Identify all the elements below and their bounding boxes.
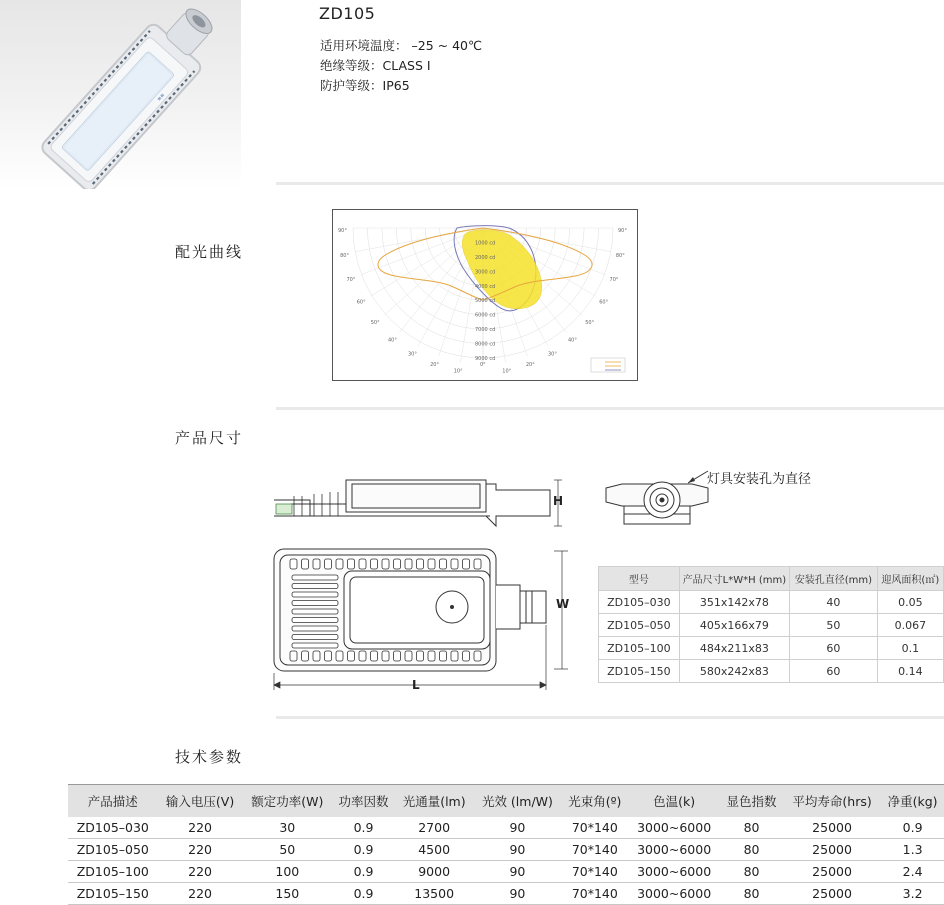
polar-radial-label: 3000 cd bbox=[475, 269, 496, 276]
polar-angle-label: 60° bbox=[356, 299, 366, 306]
polar-angle-label: 40° bbox=[567, 337, 577, 344]
polar-angle-label: 70° bbox=[609, 276, 619, 283]
table-row bbox=[68, 817, 944, 839]
header-cell: 迎风面积(㎡) bbox=[877, 567, 943, 591]
heatsink-fin bbox=[371, 651, 378, 661]
table-cell: 3000~6000 bbox=[628, 839, 720, 861]
table-cell: ZD105–030 bbox=[68, 817, 158, 839]
table-cell: 70*140 bbox=[562, 839, 629, 861]
table-cell: 13500 bbox=[395, 883, 473, 905]
table-header-row bbox=[599, 567, 944, 591]
table-cell: ZD105–100 bbox=[599, 637, 680, 660]
heatsink-fin bbox=[313, 559, 320, 569]
header-cell: 色温(k) bbox=[628, 785, 720, 818]
table-cell: 30 bbox=[243, 817, 333, 839]
heatsink-fin bbox=[292, 601, 338, 606]
header-cell: 产品描述 bbox=[68, 785, 158, 818]
table-cell: 2.4 bbox=[881, 861, 944, 883]
table-cell: 70*140 bbox=[562, 883, 629, 905]
table-cell: ZD105–100 bbox=[68, 861, 158, 883]
heatsink-fin bbox=[302, 651, 309, 661]
dimension-l-label: L bbox=[412, 678, 420, 692]
header-cell: 安装孔直径(mm) bbox=[790, 567, 878, 591]
divider bbox=[276, 716, 944, 719]
mounting-hole-note: 灯具安装孔为直径 bbox=[707, 472, 812, 487]
heatsink-fin bbox=[394, 559, 401, 569]
polar-angle-label: 20° bbox=[430, 362, 439, 369]
polar-angle-label: 80° bbox=[615, 252, 625, 259]
section-title-tech: 技术参数 bbox=[175, 748, 244, 766]
polar-angle-label: 60° bbox=[599, 299, 609, 306]
table-row bbox=[599, 591, 944, 614]
heatsink-fin bbox=[463, 559, 470, 569]
heatsink-fin bbox=[336, 651, 343, 661]
heatsink-fin bbox=[325, 651, 332, 661]
note-arrow bbox=[688, 465, 708, 479]
table-cell: ZD105–050 bbox=[599, 614, 680, 637]
heatsink-fin bbox=[405, 651, 412, 661]
heatsink-fin bbox=[292, 618, 338, 623]
tech-params-table bbox=[68, 784, 944, 905]
table-cell: 90 bbox=[473, 839, 561, 861]
spec-list bbox=[320, 36, 482, 96]
heatsink-fin bbox=[440, 559, 447, 569]
model-title: ZD105 bbox=[319, 4, 376, 23]
polar-radial-label: 1000 cd bbox=[475, 240, 496, 247]
polar-radial-label: 6000 cd bbox=[475, 312, 496, 319]
table-cell: 80 bbox=[720, 839, 783, 861]
table-cell: 3000~6000 bbox=[628, 861, 720, 883]
header-cell: 型号 bbox=[599, 567, 680, 591]
table-cell: 70*140 bbox=[562, 861, 629, 883]
table-cell: 0.05 bbox=[877, 591, 943, 614]
polar-angle-label: 70° bbox=[346, 276, 356, 283]
heatsink-fin bbox=[292, 609, 338, 614]
header-cell: 光效 (lm/W) bbox=[473, 785, 561, 818]
product-photo bbox=[0, 0, 241, 189]
section-title-light-curve: 配光曲线 bbox=[175, 243, 244, 261]
table-cell: 0.9 bbox=[332, 839, 395, 861]
header-cell: 光通量(lm) bbox=[395, 785, 473, 818]
table-cell: 90 bbox=[473, 883, 561, 905]
table-cell: 220 bbox=[158, 883, 243, 905]
heatsink-fin bbox=[292, 592, 338, 597]
table-cell: 0.9 bbox=[332, 883, 395, 905]
header-cell: 输入电压(V) bbox=[158, 785, 243, 818]
table-cell: 50 bbox=[243, 839, 333, 861]
polar-radial-label: 2000 cd bbox=[475, 254, 496, 261]
table-cell: 80 bbox=[720, 861, 783, 883]
header-cell: 显色指数 bbox=[720, 785, 783, 818]
table-cell: 25000 bbox=[783, 883, 881, 905]
heatsink-fin bbox=[302, 559, 309, 569]
polar-angle-label: 50° bbox=[585, 319, 595, 326]
heatsink-fin bbox=[451, 651, 458, 661]
table-cell: ZD105–030 bbox=[599, 591, 680, 614]
polar-light-chart bbox=[332, 209, 638, 381]
table-cell: 80 bbox=[720, 817, 783, 839]
header-cell: 平均寿命(hrs) bbox=[783, 785, 881, 818]
polar-angle-label: 30° bbox=[408, 351, 417, 358]
heatsink-fin bbox=[359, 651, 366, 661]
divider bbox=[276, 182, 944, 185]
heatsink-fin bbox=[359, 559, 366, 569]
dimension-h-label: H bbox=[553, 494, 564, 508]
polar-radial-label: 7000 cd bbox=[475, 327, 496, 334]
table-cell: 60 bbox=[790, 660, 878, 683]
table-cell: 3000~6000 bbox=[628, 883, 720, 905]
heatsink-fin bbox=[382, 651, 389, 661]
heatsink-fin bbox=[290, 651, 297, 661]
table-row bbox=[599, 637, 944, 660]
heatsink-fin bbox=[382, 559, 389, 569]
table-cell: 580x242x83 bbox=[679, 660, 789, 683]
header-cell: 光束角(º) bbox=[562, 785, 629, 818]
top-view-drawing bbox=[270, 545, 575, 695]
dimension-w-label: W bbox=[556, 597, 570, 611]
table-cell: 90 bbox=[473, 817, 561, 839]
table-cell: 0.1 bbox=[877, 637, 943, 660]
heatsink-fin bbox=[428, 559, 435, 569]
heatsink-fin bbox=[313, 651, 320, 661]
table-cell: 60 bbox=[790, 637, 878, 660]
polar-angle-label: 30° bbox=[548, 351, 557, 358]
table-cell: ZD105–150 bbox=[68, 883, 158, 905]
heatsink-fin bbox=[348, 559, 355, 569]
table-row bbox=[599, 660, 944, 683]
svg-text:≡≡: ≡≡ bbox=[156, 92, 167, 103]
table-cell: 2700 bbox=[395, 817, 473, 839]
table-cell: 100 bbox=[243, 861, 333, 883]
heatsink-fin bbox=[371, 559, 378, 569]
polar-angle-label: 0° bbox=[480, 362, 486, 368]
table-cell: 484x211x83 bbox=[679, 637, 789, 660]
table-cell: 0.14 bbox=[877, 660, 943, 683]
polar-legend bbox=[591, 358, 625, 372]
polar-angle-label: 90° bbox=[618, 228, 627, 234]
table-cell: 40 bbox=[790, 591, 878, 614]
polar-angle-label: 20° bbox=[525, 362, 535, 369]
polar-angle-label: 40° bbox=[388, 337, 397, 344]
heatsink-fin bbox=[463, 651, 470, 661]
spec-temperature: 适用环境温度： –25 ~ 40℃ bbox=[320, 38, 483, 53]
table-cell: 0.9 bbox=[332, 861, 395, 883]
heatsink-fin bbox=[474, 651, 481, 661]
polar-angle-label: 50° bbox=[370, 319, 380, 326]
heatsink-fin bbox=[440, 651, 447, 661]
side-view-drawing bbox=[270, 470, 570, 530]
table-cell: 9000 bbox=[395, 861, 473, 883]
heatsink-fin bbox=[292, 626, 338, 631]
polar-radial-label: 9000 cd bbox=[475, 356, 496, 362]
header-cell: 功率因数 bbox=[332, 785, 395, 818]
header-cell: 额定功率(W) bbox=[243, 785, 333, 818]
table-cell: 4500 bbox=[395, 839, 473, 861]
table-row bbox=[599, 614, 944, 637]
heatsink-fin bbox=[428, 651, 435, 661]
polar-angle-label: 80° bbox=[340, 252, 350, 259]
table-cell: 0.9 bbox=[332, 817, 395, 839]
table-cell: 25000 bbox=[783, 817, 881, 839]
table-cell: ZD105–150 bbox=[599, 660, 680, 683]
spec-insulation: 绝缘等级：CLASS I bbox=[320, 58, 431, 73]
table-cell: 351x142x78 bbox=[679, 591, 789, 614]
heatsink-fin bbox=[325, 559, 332, 569]
heatsink-fin bbox=[348, 651, 355, 661]
heatsink-fin bbox=[417, 559, 424, 569]
table-cell: 150 bbox=[243, 883, 333, 905]
table-cell: 1.3 bbox=[881, 839, 944, 861]
heatsink-fin bbox=[474, 559, 481, 569]
table-cell: 50 bbox=[790, 614, 878, 637]
heatsink-fin bbox=[405, 559, 412, 569]
table-row bbox=[68, 861, 944, 883]
table-cell: 0.067 bbox=[877, 614, 943, 637]
table-cell: 405x166x79 bbox=[679, 614, 789, 637]
table-cell: 3000~6000 bbox=[628, 817, 720, 839]
table-cell: 220 bbox=[158, 839, 243, 861]
section-title-dimensions: 产品尺寸 bbox=[175, 429, 244, 447]
table-cell: 70*140 bbox=[562, 817, 629, 839]
table-cell: 3.2 bbox=[881, 883, 944, 905]
heatsink-fin bbox=[292, 584, 338, 589]
header-cell: 净重(kg) bbox=[881, 785, 944, 818]
divider bbox=[276, 407, 944, 410]
dimensions-table bbox=[598, 566, 944, 683]
polar-angle-label: 10° bbox=[502, 368, 512, 375]
heatsink-fin bbox=[417, 651, 424, 661]
table-header-row bbox=[68, 785, 944, 818]
table-cell: 25000 bbox=[783, 839, 881, 861]
table-cell: 90 bbox=[473, 861, 561, 883]
heatsink-fin bbox=[394, 651, 401, 661]
table-row bbox=[68, 839, 944, 861]
spec-ip-rating: 防护等级：IP65 bbox=[320, 78, 410, 93]
polar-angle-label: 90° bbox=[338, 228, 347, 234]
table-cell: 220 bbox=[158, 817, 243, 839]
heatsink-fin bbox=[290, 559, 297, 569]
heatsink-fin bbox=[292, 643, 338, 648]
polar-radial-label: 4000 cd bbox=[475, 283, 496, 290]
polar-angle-label: 10° bbox=[453, 368, 463, 375]
polar-radial-label: 8000 cd bbox=[475, 341, 496, 348]
heatsink-fin bbox=[336, 559, 343, 569]
heatsink-fin bbox=[292, 635, 338, 640]
heatsink-fin bbox=[292, 575, 338, 580]
polar-radial-label: 5000 cd bbox=[475, 298, 496, 305]
table-row bbox=[68, 883, 944, 905]
table-cell: 25000 bbox=[783, 861, 881, 883]
header-cell: 产品尺寸L*W*H (mm) bbox=[679, 567, 789, 591]
heatsink-fin bbox=[451, 559, 458, 569]
table-cell: 80 bbox=[720, 883, 783, 905]
table-cell: ZD105–050 bbox=[68, 839, 158, 861]
table-cell: 220 bbox=[158, 861, 243, 883]
table-cell: 0.9 bbox=[881, 817, 944, 839]
